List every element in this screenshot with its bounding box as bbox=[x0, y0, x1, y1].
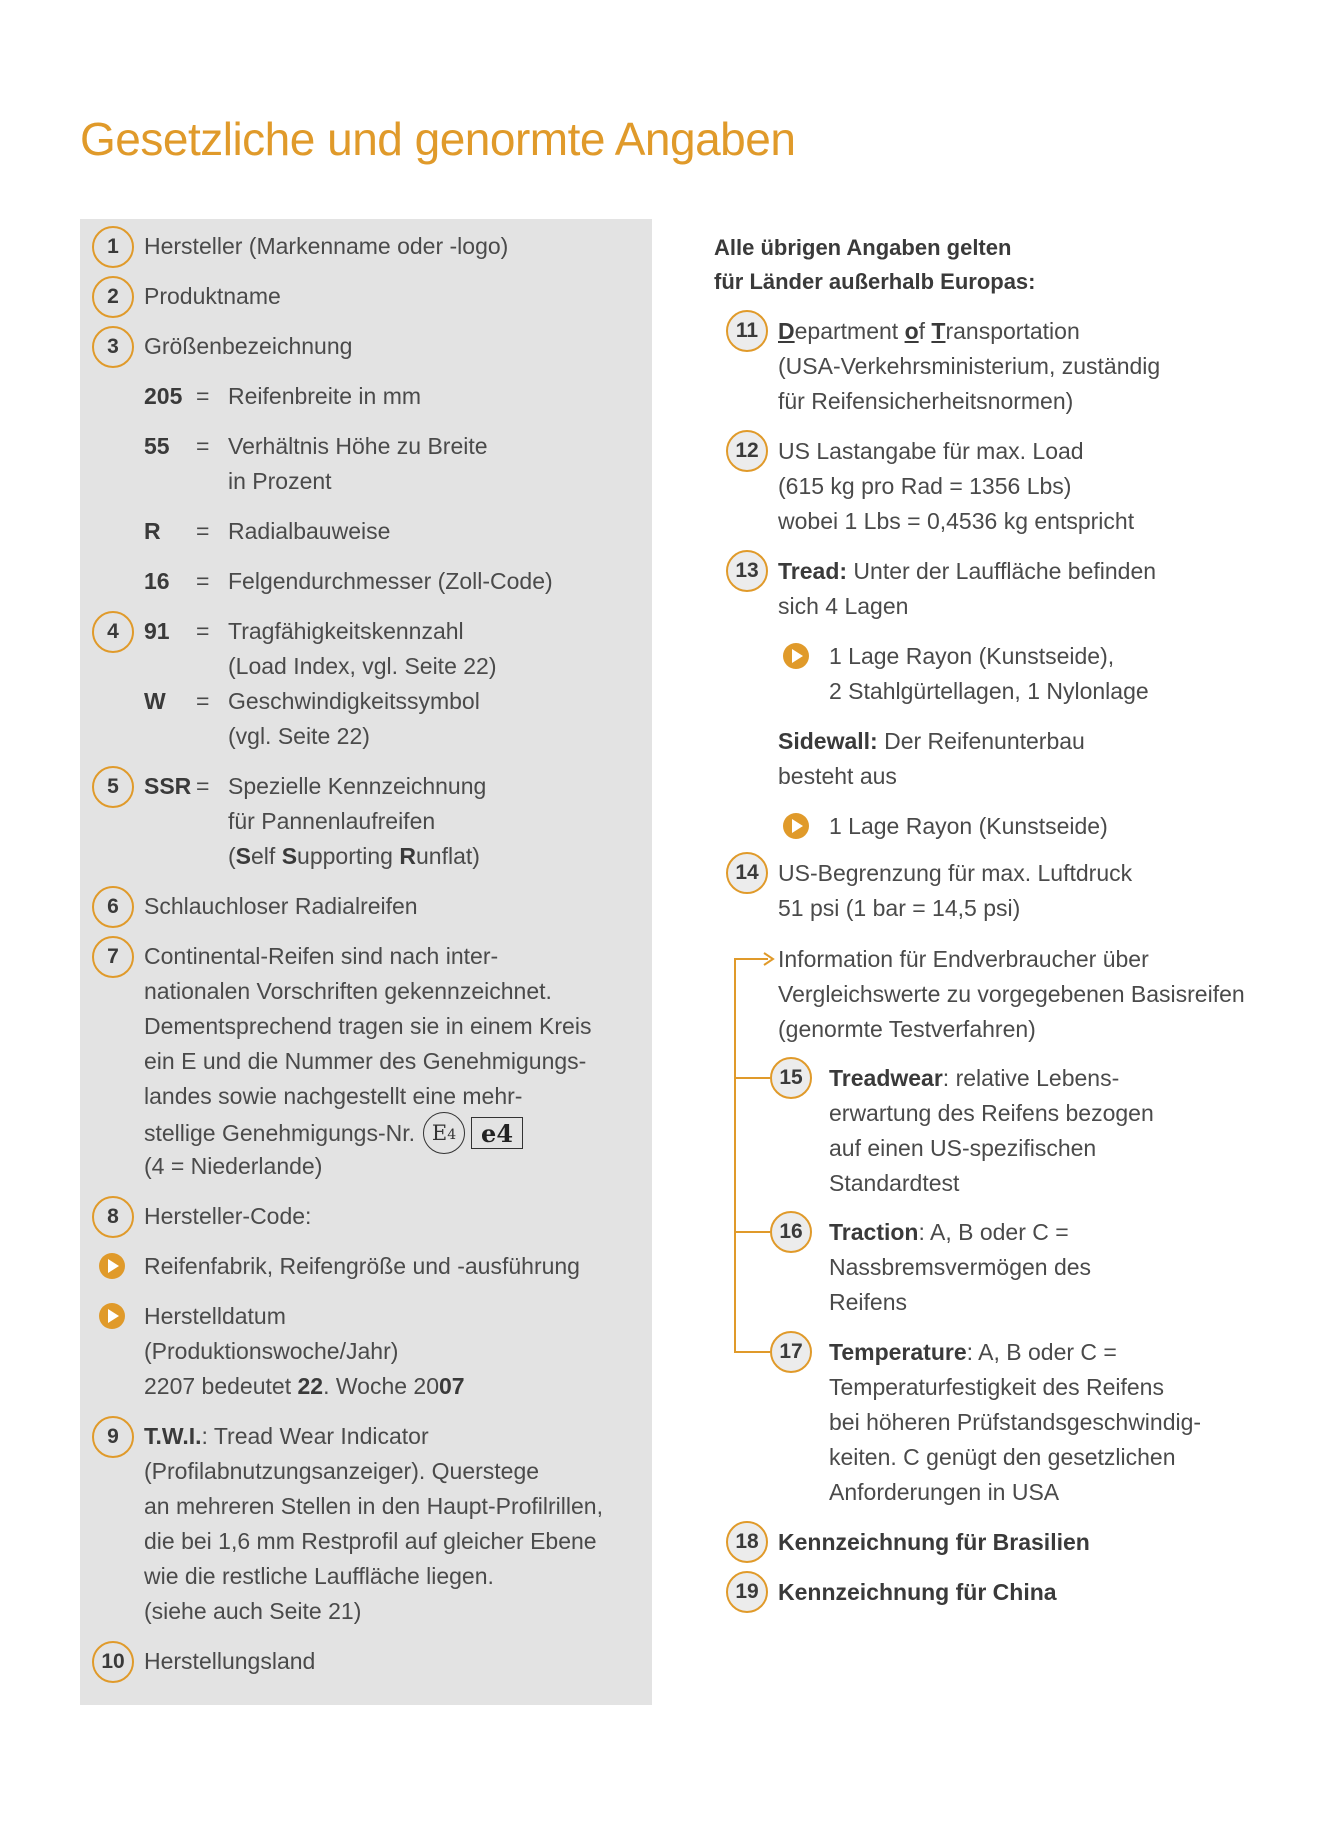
sidewall-bullet: 1 Lage Rayon (Kunstseide) bbox=[829, 813, 1108, 839]
tread-bullet-line2: 2 Stahlgürtellagen, 1 Nylonlage bbox=[829, 678, 1149, 704]
size-55-desc-line2: in Prozent bbox=[228, 468, 332, 494]
play-arrow-icon bbox=[98, 1252, 126, 1280]
bracket-arrowhead-icon bbox=[762, 951, 776, 967]
item-17-line4: keiten. C genügt den gesetzlichen bbox=[829, 1444, 1176, 1470]
item-18-text: Kennzeichnung für Brasilien bbox=[778, 1529, 1090, 1555]
speed-symbol-desc-line1: Geschwindigkeitssymbol bbox=[228, 688, 480, 714]
number-badge-13: 13 bbox=[726, 550, 768, 592]
item-9-line6: (siehe auch Seite 21) bbox=[144, 1598, 362, 1624]
number-badge-12: 12 bbox=[726, 430, 768, 472]
number-badge-15: 15 bbox=[770, 1057, 812, 1099]
item-10-text: Herstellungsland bbox=[144, 1648, 316, 1674]
size-code-16: 16 bbox=[144, 568, 170, 594]
item-13-line2: sich 4 Lagen bbox=[778, 593, 909, 619]
item-1-text: Hersteller (Markenname oder -logo) bbox=[144, 233, 509, 259]
item-11-line1: Department of Transportation bbox=[778, 318, 1080, 344]
number-badge-17: 17 bbox=[770, 1331, 812, 1373]
ssr-desc-line2: für Pannenlaufreifen bbox=[228, 808, 436, 834]
item-12-line3: wobei 1 Lbs = 0,4536 kg entspricht bbox=[778, 508, 1135, 534]
item-8-text: Hersteller-Code: bbox=[144, 1203, 312, 1229]
item-12-line1: US Lastangabe für max. Load bbox=[778, 438, 1084, 464]
item-7-line7: (4 = Niederlande) bbox=[144, 1153, 323, 1179]
item-6-text: Schlauchloser Radialreifen bbox=[144, 893, 418, 919]
e-mark-box-icon: e4 bbox=[471, 1117, 523, 1149]
load-index-desc-line1: Tragfähigkeitskennzahl bbox=[228, 618, 464, 644]
number-badge-5: 5 bbox=[92, 766, 134, 808]
tread-bullet-line1: 1 Lage Rayon (Kunstseide), bbox=[829, 643, 1115, 669]
item-7-line4: ein E und die Nummer des Genehmigungs- bbox=[144, 1048, 587, 1074]
item-16-line1: Traction: A, B oder C = bbox=[829, 1219, 1069, 1245]
size-code-205: 205 bbox=[144, 383, 183, 409]
item-19-text: Kennzeichnung für China bbox=[778, 1579, 1057, 1605]
number-badge-1: 1 bbox=[92, 226, 134, 268]
item-11-line2: (USA-Verkehrsministerium, zuständig bbox=[778, 353, 1161, 379]
item-9-line1: T.W.I.: Tread Wear Indicator bbox=[144, 1423, 429, 1449]
number-badge-2: 2 bbox=[92, 276, 134, 318]
item-17-line2: Temperaturfestigkeit des Reifens bbox=[829, 1374, 1164, 1400]
item-12-line2: (615 kg pro Rad = 1356 Lbs) bbox=[778, 473, 1072, 499]
item-9-line5: wie die restliche Lauffläche liegen. bbox=[144, 1563, 494, 1589]
info-line2: Vergleichswerte zu vorgegebenen Basisreifen bbox=[778, 981, 1245, 1007]
bracket-branch-16 bbox=[734, 1231, 770, 1233]
e-mark-circle-icon: E $_4$ bbox=[423, 1112, 465, 1154]
item-8-bullet-1: Reifenfabrik, Reifengröße und -ausführung bbox=[144, 1253, 580, 1279]
play-arrow-icon bbox=[782, 812, 810, 840]
speed-symbol-code-w: W bbox=[144, 688, 166, 714]
item-7-line6: stellige Genehmigungs-Nr. E $_4$ e4 bbox=[144, 1114, 523, 1156]
item-15-line4: Standardtest bbox=[829, 1170, 960, 1196]
number-badge-10: 10 bbox=[92, 1641, 134, 1683]
number-badge-9: 9 bbox=[92, 1416, 134, 1458]
size-r-desc: Radialbauweise bbox=[228, 518, 391, 544]
number-badge-4: 4 bbox=[92, 611, 134, 653]
size-code-55: 55 bbox=[144, 433, 170, 459]
equals-sign: = bbox=[196, 773, 210, 799]
number-badge-3: 3 bbox=[92, 326, 134, 368]
ssr-code: SSR bbox=[144, 773, 192, 799]
item-17-line3: bei höheren Prüfstandsgeschwindig- bbox=[829, 1409, 1202, 1435]
item-14-line1: US-Begrenzung für max. Luftdruck bbox=[778, 860, 1133, 886]
number-badge-8: 8 bbox=[92, 1196, 134, 1238]
equals-sign: = bbox=[196, 383, 210, 409]
item-8-bullet-2-line3: 2207 bedeutet 22. Woche 2007 bbox=[144, 1373, 465, 1399]
item-15-line1: Treadwear: relative Lebens- bbox=[829, 1065, 1120, 1091]
play-arrow-icon bbox=[98, 1302, 126, 1330]
play-arrow-icon bbox=[782, 642, 810, 670]
ssr-desc-line1: Spezielle Kennzeichnung bbox=[228, 773, 487, 799]
bracket-branch-15 bbox=[734, 1077, 770, 1079]
number-badge-7: 7 bbox=[92, 936, 134, 978]
item-11-line3: für Reifensicherheitsnormen) bbox=[778, 388, 1074, 414]
item-17-line5: Anforderungen in USA bbox=[829, 1479, 1060, 1505]
equals-sign: = bbox=[196, 568, 210, 594]
item-14-line2: 51 psi (1 bar = 14,5 psi) bbox=[778, 895, 1021, 921]
speed-symbol-desc-line2: (vgl. Seite 22) bbox=[228, 723, 370, 749]
item-8-bullet-2-line1: Herstelldatum bbox=[144, 1303, 286, 1329]
page-title: Gesetzliche und genormte Angaben bbox=[80, 113, 796, 165]
sidewall-line1: Sidewall: Der Reifenunterbau bbox=[778, 728, 1085, 754]
item-15-line2: erwartung des Reifens bezogen bbox=[829, 1100, 1154, 1126]
number-badge-16: 16 bbox=[770, 1211, 812, 1253]
item-9-line4: die bei 1,6 mm Restprofil auf gleicher Ebene bbox=[144, 1528, 597, 1554]
right-heading-line1: Alle übrigen Angaben gelten bbox=[714, 235, 1012, 260]
item-17-line1: Temperature: A, B oder C = bbox=[829, 1339, 1117, 1365]
item-16-line2: Nassbremsvermögen des bbox=[829, 1254, 1092, 1280]
info-line3: (genormte Testverfahren) bbox=[778, 1016, 1036, 1042]
item-15-line3: auf einen US-spezifischen bbox=[829, 1135, 1097, 1161]
equals-sign: = bbox=[196, 688, 210, 714]
info-line1: Information für Endverbraucher über bbox=[778, 946, 1149, 972]
load-index-desc-line2: (Load Index, vgl. Seite 22) bbox=[228, 653, 497, 679]
item-3-text: Größenbezeichnung bbox=[144, 333, 353, 359]
size-16-desc: Felgendurchmesser (Zoll-Code) bbox=[228, 568, 553, 594]
ssr-desc-line3: (Self Supporting Runflat) bbox=[228, 843, 480, 869]
equals-sign: = bbox=[196, 618, 210, 644]
size-code-r: R bbox=[144, 518, 161, 544]
item-7-line5: landes sowie nachgestellt eine mehr- bbox=[144, 1083, 523, 1109]
number-badge-19: 19 bbox=[726, 1571, 768, 1613]
item-7-line1: Continental-Reifen sind nach inter- bbox=[144, 943, 499, 969]
item-7-line2: nationalen Vorschriften gekennzeichnet. bbox=[144, 978, 552, 1004]
right-heading-line2: für Länder außerhalb Europas: bbox=[714, 269, 1036, 294]
item-13-line1: Tread: Unter der Lauffläche befinden bbox=[778, 558, 1157, 584]
size-55-desc-line1: Verhältnis Höhe zu Breite bbox=[228, 433, 488, 459]
number-badge-18: 18 bbox=[726, 1521, 768, 1563]
equals-sign: = bbox=[196, 518, 210, 544]
number-badge-6: 6 bbox=[92, 886, 134, 928]
bracket-vertical-line bbox=[734, 958, 736, 1353]
size-205-desc: Reifenbreite in mm bbox=[228, 383, 422, 409]
item-8-bullet-2-line2: (Produktionswoche/Jahr) bbox=[144, 1338, 399, 1364]
number-badge-14: 14 bbox=[726, 852, 768, 894]
bracket-branch-17 bbox=[734, 1351, 770, 1353]
item-7-line3: Dementsprechend tragen sie in einem Kreis bbox=[144, 1013, 592, 1039]
item-16-line3: Reifens bbox=[829, 1289, 907, 1315]
item-2-text: Produktname bbox=[144, 283, 281, 309]
item-9-line2: (Profilabnutzungsanzeiger). Querstege bbox=[144, 1458, 540, 1484]
number-badge-11: 11 bbox=[726, 310, 768, 352]
equals-sign: = bbox=[196, 433, 210, 459]
load-index-code-91: 91 bbox=[144, 618, 170, 644]
sidewall-line2: besteht aus bbox=[778, 763, 897, 789]
item-9-line3: an mehreren Stellen in den Haupt-Profilrillen, bbox=[144, 1493, 603, 1519]
